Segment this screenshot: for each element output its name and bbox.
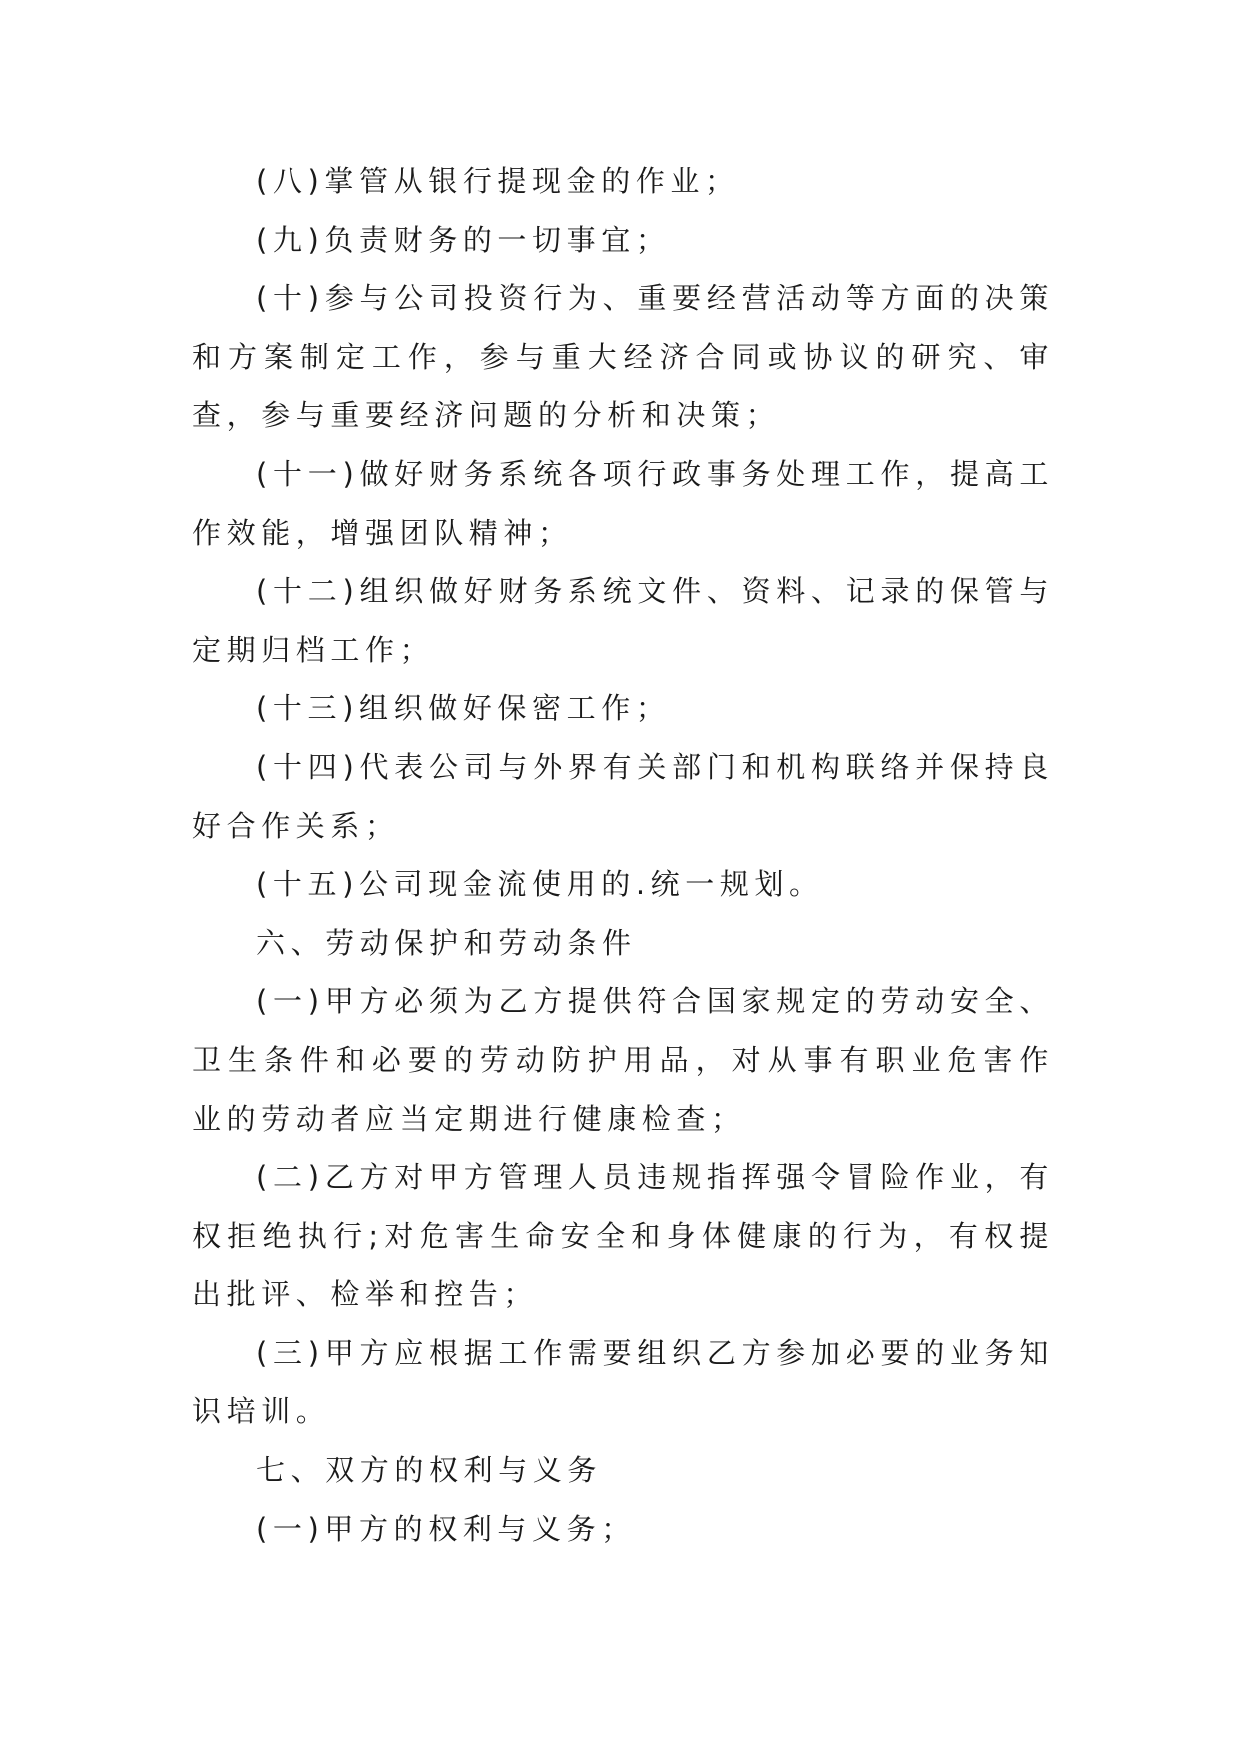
paragraph-item-13: (十三)组织做好保密工作； [256,691,671,726]
paragraph-item-8: (八)掌管从银行提现金的作业； [256,164,740,198]
paragraph-item-10: (十)参与公司投资行为、重要经营活动等方面的决策和方案制定工作，参与重大经济合同或协议的研究、审查，参与重要经济问题的分析和决策； [192,281,1054,433]
paragraph-item-6-1: (一)甲方必须为乙方提供符合国家规定的劳动安全、卫生条件和必要的劳动防护用品，对从事有职业危害作业的劳动者应当定期进行健康检查； [192,984,1054,1136]
paragraph-item-12: (十二)组织做好财务系统文件、资料、记录的保管与定期归档工作； [192,574,1054,667]
section-heading-6: 六、劳动保护和劳动条件 [256,925,637,960]
paragraph-item-6-2: (二)乙方对甲方管理人员违规指挥强令冒险作业，有权拒绝执行;对危害生命安全和身体健康的行为，有权提出批评、检举和控告； [192,1160,1054,1312]
paragraph-item-7-1: (一)甲方的权利与义务； [256,1511,636,1546]
section-heading-7: 七、双方的权利与义务 [256,1453,603,1488]
document-body [192,152,1054,1558]
paragraph-item-14: (十四)代表公司与外界有关部门和机构联络并保持良好合作关系； [192,749,1054,843]
paragraph-item-9: (九)负责财务的一切事宜； [256,222,671,257]
paragraph-item-15: (十五)公司现金流使用的.统一规划。 [256,867,824,902]
paragraph-item-11: (十一)做好财务系统各项行政事务处理工作，提高工作效能，增强团队精神； [192,456,1054,550]
paragraph-item-6-3: (三)甲方应根据工作需要组织乙方参加必要的业务知识培训。 [192,1335,1054,1429]
